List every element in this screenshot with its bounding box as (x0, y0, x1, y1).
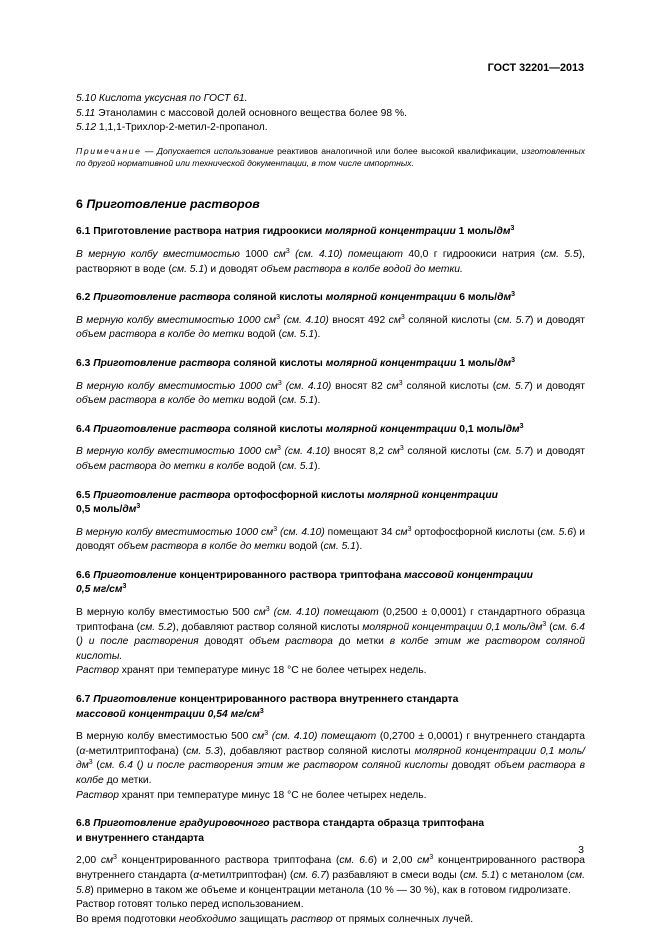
subsection-title: 6.5 Приготовление раствора ортофосфорной кислоты молярной концентрации 0,5 моль/$дм^3$ (76, 489, 498, 516)
paragraph: В мерную колбу вместимостью 1000 $см^3$ (см. 4.10) помещают 34 $см^3$ ортофосфорной кислоты (см. 5.6) и доводят объем раствора в колбе до метки водой (см. 5.1). (76, 525, 585, 553)
paragraph: Во время подготовки необходимо защищать раствор от прямых солнечных лучей. (76, 913, 474, 925)
paragraph: В мерную колбу вместимостью 1000 $см^3$ (см. 4.10) вносят 8,2 $см^3$ соляной кислоты (см. 5.7) и доводят объем раствора до метки в колбе водой (см. 5.1). (76, 445, 585, 472)
list-item: 5.12 1,1,1-Трихлор-2-метил-2-пропанол. (76, 122, 268, 134)
subsection-title: 6.8 Приготовление градуировочного раствора стандарта образца триптофана и внутреннего стандарта (76, 818, 485, 844)
subsection-title: 6.4 Приготовление раствора соляной кислоты молярной концентрации 0,1 моль/$дм^3$ (76, 422, 524, 435)
list-item: 5.11 Этаноламин с массовой долей основного вещества более 98 %. (76, 107, 407, 119)
list-item: 5.10 Кислота уксусная по ГОСТ 61. (76, 93, 248, 104)
page-content (76, 92, 585, 927)
subsection-title: 6.7 Приготовление концентрированного раствора внутреннего стандарта массовой концентрации 0,54 $мг/см^3$ (76, 694, 459, 720)
subsection-title: 6.2 Приготовление раствора соляной кислоты молярной концентрации 6 моль/$дм^3$ (76, 291, 515, 304)
paragraph: В мерную колбу вместимостью 1000 $см^3$ (см. 4.10) вносят 492 $см^3$ соляной кислоты (см. 5.7) и доводят объем раствора в колбе до метки водой (см. 5.1). (76, 313, 585, 341)
page-number: 3 (578, 845, 584, 856)
paragraph: В мерную колбу вместимостью 500 $см^3$ (см. 4.10) помещают (0,2500 ± 0,0001) г стандартного образца триптофана (см. 5.2), добавляют раствор соляной кислоты молярной концентрации 0,1 моль/$дм^3$ (см. 6.4 () и после растворения доводят объем раствора до метки в колбе этим же раствором соляной кислоты. (76, 606, 585, 662)
paragraph: 2,00 $см^3$ концентрированного раствора триптофана (см. 6.6) и 2,00 $см^3$ концентрированного раствора внутреннего стандарта (α-метилтриптофан) (см. 6.7) разбавляют в смеси воды (см. 5.1) с метанолом (см. 5.8) примерно в таком же объеме и концентрации метанола (10 % — 30 %), как в готовом гидролизате. (76, 854, 585, 896)
note: Примечание — Допускается использование реактивов аналогичной или более высокой квалификации, изготовленных по другой нормативной или технической документации, в том числе импортных. (76, 145, 585, 168)
paragraph: В мерную колбу вместимостью 1000 $см^3$ (см. 4.10) помещают 40,0 г гидроокиси натрия (см. 5.5), растворяют в воде (см. 5.1) и доводят объем раствора в колбе водой до метки. (76, 247, 586, 275)
document-number: ГОСТ 32201—2013 (487, 62, 584, 74)
paragraph: Раствор хранят при температуре минус 18 °С не более четырех недель. (76, 665, 427, 677)
subsection-title: 6.1 Приготовление раствора натрия гидроокиси молярной концентрации 1 моль/$дм^3$ (76, 225, 515, 238)
paragraph: Раствор готовят только перед использованием. (76, 899, 304, 911)
paragraph: Раствор хранят при температуре минус 18 °С не более четырех недель. (76, 789, 427, 801)
subsection-title: 6.6 Приготовление концентрированного раствора триптофана массовой концентрации 0,5 $мг/см^3$ (76, 569, 533, 596)
subsection-title: 6.3 Приготовление раствора соляной кислоты молярной концентрации 1 моль/$дм^3$ (76, 356, 515, 369)
section-title: 6 Приготовление растворов (76, 196, 260, 211)
paragraph: В мерную колбу вместимостью 500 $см^3$ (см. 4.10) помещают (0,2700 ± 0,0001) г внутреннего стандарта (α-метилтриптофана) (см. 5.3), добавляют раствор соляной кислоты молярной концентрации 0,1 моль/$дм^3$ (см. 6.4 () и после растворения этим же раствором соляной кислоты доводят объем раствора в колбе до метки. (76, 730, 585, 786)
paragraph: В мерную колбу вместимостью 1000 $см^3$ (см. 4.10) вносят 82 $см^3$ соляной кислоты (см. 5.7) и доводят объем раствора в колбе до метки водой (см. 5.1). (76, 379, 585, 407)
